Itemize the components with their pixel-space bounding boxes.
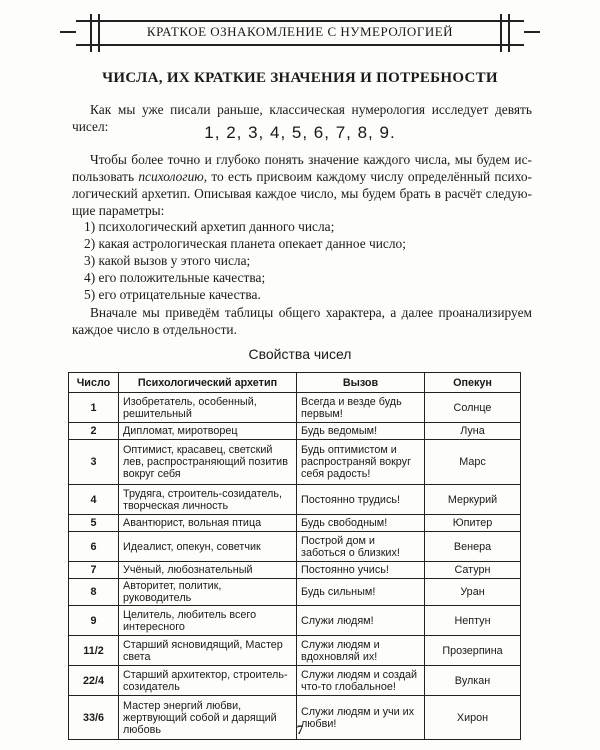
header-title: КРАТКОЕ ОЗНАКОМЛЕНИЕ С НУМЕРОЛОГИЕЙ	[146, 24, 454, 39]
cell-archetype: Авантюрист, вольная птица	[119, 515, 297, 532]
list-item: 4) его положительные качества;	[84, 270, 266, 285]
cell-number: 4	[69, 485, 119, 515]
header-number: Число	[69, 373, 119, 393]
table-caption: Свойства чисел	[248, 346, 352, 362]
header-ruler: Опекун	[425, 373, 521, 393]
cell-number: 33/6	[69, 696, 119, 740]
cell-number: 11/2	[69, 636, 119, 666]
section-title: ЧИСЛА, ИХ КРАТКИЕ ЗНАЧЕНИЯ И ПОТРЕБНОСТИ	[102, 70, 498, 86]
list-item: 3) какой вызов у этого числа;	[84, 253, 251, 268]
cell-ruler: Меркурий	[425, 485, 521, 515]
header-archetype: Психологический архетип	[119, 373, 297, 393]
table-row	[69, 579, 521, 606]
header-challenge: Вызов	[297, 373, 425, 393]
cell-archetype: Авторитет, политик, руководитель	[119, 579, 297, 606]
cell-challenge: Будь ведомым!	[297, 423, 425, 440]
outro-paragraph: Вначале мы приведём таблицы общего характера, а далее проанализируем каждое число в отдельности.	[72, 305, 532, 337]
cell-archetype: Старший архитектор, строитель-созидатель	[119, 666, 297, 696]
cell-ruler: Хирон	[425, 696, 521, 740]
number-properties-table	[68, 372, 521, 740]
p2-before: Чтобы более точно и глубоко понять значение каждого числа, мы будем использовать	[72, 152, 532, 184]
table-row	[69, 532, 521, 562]
cell-archetype: Мастер энергий любви, жертвующий собой и дарящий любовь	[119, 696, 297, 740]
cell-number: 2	[69, 423, 119, 440]
cell-challenge: Будь сильным!	[297, 579, 425, 606]
cell-number: 6	[69, 532, 119, 562]
p2-italic: психологию	[138, 169, 204, 184]
table-row	[69, 393, 521, 423]
digits-line: 1, 2, 3, 4, 5, 6, 7, 8, 9.	[204, 123, 396, 142]
cell-number: 9	[69, 606, 119, 636]
table-row	[69, 666, 521, 696]
table-row	[69, 515, 521, 532]
cell-number: 7	[69, 562, 119, 579]
cell-challenge: Служи людям и учи их любви!	[297, 696, 425, 740]
cell-ruler: Прозерпина	[425, 636, 521, 666]
cell-archetype: Оптимист, красавец, светский лев, распространяющий позитив вокруг себя	[119, 440, 297, 485]
table-row	[69, 485, 521, 515]
cell-archetype: Трудяга, строитель-созидатель, творческая личность	[119, 485, 297, 515]
cell-challenge: Построй дом и заботься о близких!	[297, 532, 425, 562]
cell-ruler: Юпитер	[425, 515, 521, 532]
cell-number: 1	[69, 393, 119, 423]
intro-paragraph-1: Как мы уже писали раньше, классическая нумерология исследует девять чисел:	[72, 102, 532, 134]
cell-ruler: Нептун	[425, 606, 521, 636]
cell-ruler: Вулкан	[425, 666, 521, 696]
cell-ruler: Уран	[425, 579, 521, 606]
cell-challenge: Служи людям!	[297, 606, 425, 636]
cell-archetype: Идеалист, опекун, советчик	[119, 532, 297, 562]
cell-ruler: Венера	[425, 532, 521, 562]
cell-ruler: Сатурн	[425, 562, 521, 579]
table-row	[69, 440, 521, 485]
parameters-list	[84, 218, 406, 303]
table-row	[69, 606, 521, 636]
cell-challenge: Постоянно трудись!	[297, 485, 425, 515]
cell-archetype: Изобретатель, особенный, решительный	[119, 393, 297, 423]
cell-archetype: Целитель, любитель всего интересного	[119, 606, 297, 636]
list-item: 1) психологический архетип данного числа;	[84, 219, 335, 234]
intro-paragraph-2	[72, 151, 532, 219]
cell-challenge: Будь свободным!	[297, 515, 425, 532]
cell-challenge: Будь оптимистом и распространяй вокруг себя радость!	[297, 440, 425, 485]
running-header	[76, 20, 524, 46]
list-item: 2) какая астрологическая планета опекает данное число;	[84, 236, 406, 251]
table-header-row	[69, 373, 521, 393]
table-row	[69, 562, 521, 579]
cell-challenge: Служи людям и создай что-то глобальное!	[297, 666, 425, 696]
cell-number: 22/4	[69, 666, 119, 696]
cell-archetype: Учёный, любознательный	[119, 562, 297, 579]
cell-challenge: Постоянно учись!	[297, 562, 425, 579]
page-number: 7	[296, 722, 304, 737]
cell-challenge: Служи людям и вдохновляй их!	[297, 636, 425, 666]
cell-challenge: Всегда и везде будь первым!	[297, 393, 425, 423]
table-row	[69, 423, 521, 440]
cell-ruler: Луна	[425, 423, 521, 440]
cell-number: 5	[69, 515, 119, 532]
cell-ruler: Солнце	[425, 393, 521, 423]
cell-number: 8	[69, 579, 119, 606]
table-row	[69, 636, 521, 666]
p2-after: , то есть присвоим каждому числу определённый психологический архетип. Описывая каждое число, мы будем брать в расчёт следующие параметры:	[72, 169, 532, 218]
cell-archetype: Дипломат, миротворец	[119, 423, 297, 440]
cell-number: 3	[69, 440, 119, 485]
list-item: 5) его отрицательные качества.	[84, 287, 261, 302]
cell-archetype: Старший ясновидящий, Мастер света	[119, 636, 297, 666]
cell-ruler: Марс	[425, 440, 521, 485]
